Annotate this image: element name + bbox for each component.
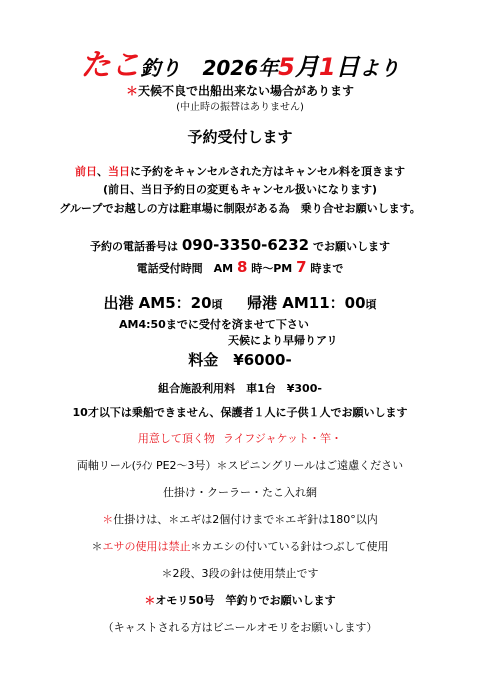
weather-note: (中止時の振替はありません) [176,102,304,113]
gear-list [0,430,480,446]
bait-rule [0,538,480,554]
title-day-unit: 日 [335,53,360,81]
hook-rule: ＊2段、3段の針は使用禁止です [161,567,319,580]
title-month-number: 5 [278,53,295,81]
hours-mid: 時～PM [251,262,293,275]
asterisk-icon: ＊ [144,594,156,607]
cancel-policy [0,163,480,179]
phone-number: 090-3350-6232 [181,236,310,254]
departure-unit: 頃 [211,298,223,311]
phone-suffix: でお願いします [312,240,390,253]
phone-label: 予約の電話番号は [90,240,179,253]
gear-tackle: 仕掛け・クーラー・たこ入れ網 [163,486,317,499]
return-unit: 頃 [365,298,377,311]
bait-prohibited: エサの使用は禁止 [102,540,191,553]
sinker-text: オモリ50号 竿釣りでお願いします [155,594,336,607]
asterisk-icon: ＊ [125,84,138,98]
title-month-unit: 月 [294,53,319,81]
hours-end: 7 [296,258,307,276]
departure-minutes: 20 [190,294,212,312]
facility-fee: 組合施設利用料 車1台 ¥300- [158,382,322,395]
hours-start: 8 [236,258,248,276]
asterisk-icon: ＊ [102,513,114,526]
cancel-red-2: 当日 [108,165,130,178]
gear-reel: 両軸リール(ﾗｲﾝ PE2～3号）＊スピニングリールはご遠慮ください [76,459,404,472]
fee: 料金 ¥6000- [188,351,292,369]
phone-line [0,236,480,254]
departure-times [0,292,480,313]
rig-rules-text: 仕掛けは、＊エギは2個付けまで＊エギ針は180°以内 [113,513,378,526]
cancel-text: に予約をキャンセルされた方はキャンセル料を頂きます [130,165,405,178]
return-colon: ： [329,294,345,312]
return-minutes: 00 [344,294,366,312]
title-yori: より [359,56,400,80]
cancel-comma: 、 [97,165,108,178]
sinker-rule [0,592,480,608]
barb-rule: ＊カエシの付いている針はつぶして使用 [190,540,389,553]
title-tako: たこ [80,48,141,83]
weather-warning-text: 天候不良で出船出来ない場合があります [138,84,355,98]
group-note: グループでお越しの方は駐車場に制限がある為 乗り合せお願いします。 [59,202,421,215]
weather-warning [0,82,480,99]
page-title [0,40,480,84]
departure-label: 出港 AM5 [103,294,176,312]
cancel-red-1: 前日 [75,165,97,178]
cast-note: （キャストされる方はビニールオモリをお願いします） [102,621,378,634]
child-rule: 10才以下は乗船できません、保護者１人に子供１人でお願いします [72,406,408,419]
asterisk-icon: ＊ [91,540,103,553]
return-label: 帰港 AM11 [247,294,330,312]
title-tsuri: 釣り [140,56,181,80]
hours-label: 電話受付時間 AM [136,262,234,275]
cancel-note: (前日、当日予約日の変更もキャンセル扱いになります) [102,183,378,196]
checkin-note: AM4:50までに受付を済ませて下さい [119,318,309,331]
title-day-number: 1 [318,53,336,81]
early-return-note: 天候により早帰りアリ [228,334,338,347]
reservation-heading: 予約受付します [187,128,293,146]
gear-label: 用意して頂く物 [137,432,215,445]
title-year: 2026年 [202,56,279,80]
gear-items: ライフジャケット・竿・ [222,432,343,445]
hours-suffix: 時まで [310,262,344,275]
departure-colon: ： [175,294,191,312]
reception-hours [0,258,480,276]
rig-rules [0,511,480,527]
